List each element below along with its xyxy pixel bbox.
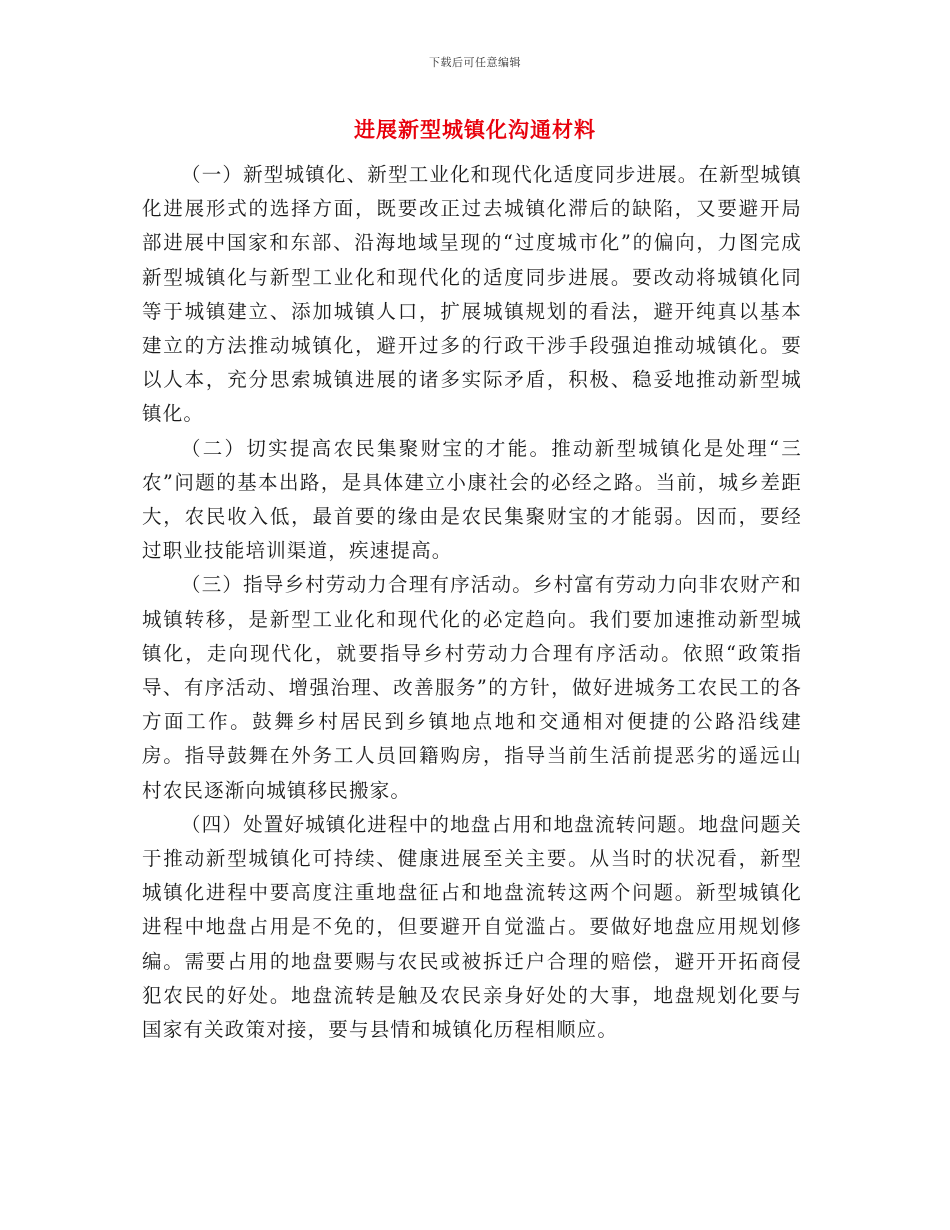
document-body xyxy=(142,158,802,1047)
document-title: 进展新型城镇化沟通材料 xyxy=(354,117,596,142)
paragraph-1: （一）新型城镇化、新型工业化和现代化适度同步进展。在新型城镇化进展形式的选择方面，既要改正过去城镇化滞后的缺陷，又要避开局部进展中国家和东部、沿海地域呈现的“过度城市化”的偏向，力图完成新型城镇化与新型工业化和现代化的适度同步进展。要改动将城镇化同等于城镇建立、添加城镇人口，扩展城镇规划的看法，避开纯真以基本建立的方法推动城镇化，避开过多的行政干涉手段强迫推动城镇化。要以人本，充分思索城镇进展的诸多实际矛盾，积极、稳妥地推动新型城镇化。 xyxy=(142,163,803,426)
page-header-note: 下载后可任意编辑 xyxy=(429,56,521,69)
paragraph-2: （二）切实提高农民集聚财宝的才能。推动新型城镇化是处理“三农”问题的基本出路，是具体建立小康社会的必经之路。当前，城乡差距大，农民收入低，最首要的缘由是农民集聚财宝的才能弱。因而，要经过职业技能培训渠道，疾速提高。 xyxy=(142,436,802,563)
paragraph-4: （四）处置好城镇化进程中的地盘占用和地盘流转问题。地盘问题关于推动新型城镇化可持续、健康进展至关主要。从当时的状况看，新型城镇化进程中要高度注重地盘征占和地盘流转这两个问题。新型城镇化进程中地盘占用是不免的，但要避开自觉滥占。要做好地盘应用规划修编。需要占用的地盘要赐与农民或被拆迁户合理的赔偿，避开开拓商侵犯农民的好处。地盘流转是触及农民亲身好处的大事，地盘规划化要与国家有关政策对接，要与县情和城镇化历程相顺应。 xyxy=(142,812,803,1042)
paragraph-3: （三）指导乡村劳动力合理有序活动。乡村富有劳动力向非农财产和城镇转移，是新型工业化和现代化的必定趋向。我们要加速推动新型城镇化，走向现代化，就要指导乡村劳动力合理有序活动。依照“政策指导、有序活动、增强治理、改善服务”的方针，做好进城务工农民工的各方面工作。鼓舞乡村居民到乡镇地点地和交通相对便捷的公路沿线建房。指导鼓舞在外务工人员回籍购房，指导当前生活前提恶劣的遥远山村农民逐渐向城镇移民搬家。 xyxy=(142,573,803,802)
